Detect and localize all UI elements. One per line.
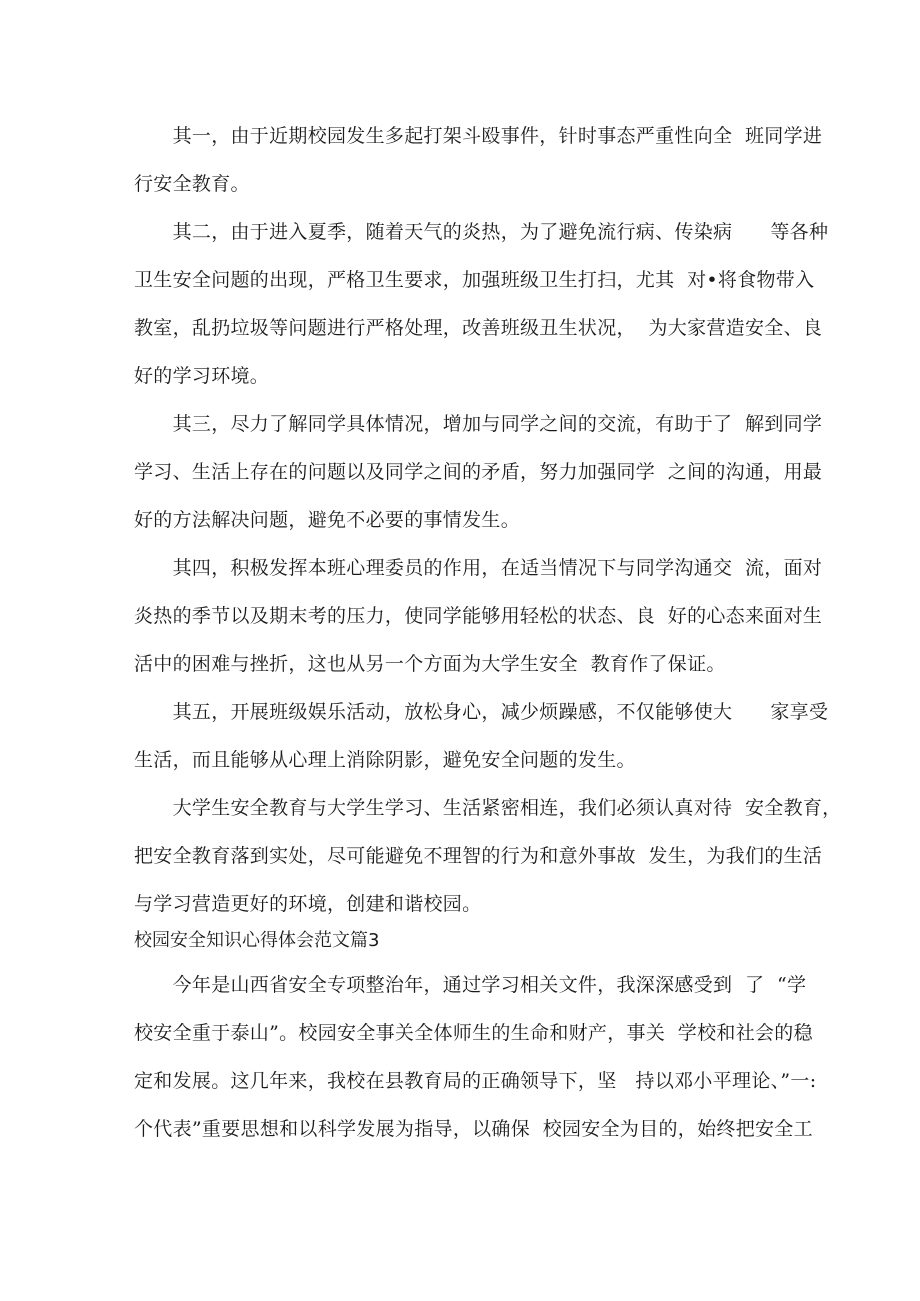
paragraph-1-line-1: 其一，由于近期校园发生多起打架斗殴事件，针时事态严重性向全 班同学进	[134, 125, 823, 147]
paragraph-3-line-3: 好的方法解决问题，避免不必要的事情发生。	[134, 509, 521, 531]
paragraph-6-line-3: 与学习营造更好的环境，创建和谐校园。	[134, 893, 482, 915]
paragraph-5-line-2: 生活，而且能够从心理上消除阴影，避免安全问题的发生。	[134, 749, 636, 771]
paragraph-2-line-2: 卫生安全问题的出现，严格卫生要求，加强班级卫生打扫，尤其 对•将食物带入	[134, 269, 815, 291]
paragraph-6-line-1: 大学生安全教育与大学生学习、生活紧密相连，我们必须认真对待 安全教育，	[134, 797, 842, 819]
paragraph-3-line-2: 学习、生活上存在的问题以及同学之间的矛盾，努力加强同学 之间的沟通，用最	[134, 461, 823, 483]
section-heading: 校园安全知识心得体会范文篇3	[134, 930, 380, 951]
paragraph-2-line-3: 教室，乱扔垃圾等问题进行严格处理，改善班级丑生状况， 为大家营造安全、良	[134, 317, 823, 339]
paragraph-2-line-4: 好的学习环境。	[134, 365, 270, 387]
final-paragraph-line-4: 个代表”重要思想和以科学发展为指导，以确保 校园安全为目的，始终把安全工	[134, 1118, 813, 1140]
final-paragraph-line-2: 校安全重于泰山”。校园安全事关全体师生的生命和财产，事关 学校和社会的稳	[134, 1022, 813, 1044]
paragraph-1-line-2: 行安全教育。	[134, 173, 250, 195]
paragraph-3-line-1: 其三，尽力了解同学具体情况，增加与同学之间的交流，有助于了 解到同学	[134, 413, 823, 435]
paragraph-4-line-2: 炎热的季节以及期末考的压力，使同学能够用轻松的状态、良 好的心态来面对生	[134, 605, 823, 627]
paragraph-4-line-1: 其四，积极发挥本班心理委员的作用，在适当情况下与同学沟通交 流，面对	[134, 557, 823, 579]
paragraph-4-line-3: 活中的困难与挫折，这也从另一个方面为大学生安全 教育作了保证。	[134, 653, 726, 675]
paragraph-2-line-1: 其二，由于进入夏季，随着天气的炎热，为了避免流行病、传染病 等各种	[134, 221, 829, 243]
final-paragraph-line-3: 定和发展。这几年来，我校在县教育局的正确领导下，坚 持以邓小平理论、”一:	[134, 1070, 817, 1092]
paragraph-5-line-1: 其五，开展班级娱乐活动，放松身心，减少烦躁感，不仅能够使大 家享受	[134, 701, 829, 723]
paragraph-6-line-2: 把安全教育落到实处，尽可能避免不理智的行为和意外事故 发生，为我们的生活	[134, 845, 823, 867]
final-paragraph-line-1: 今年是山西省安全专项整治年，通过学习相关文件，我深深感受到 了 “学	[134, 974, 807, 996]
